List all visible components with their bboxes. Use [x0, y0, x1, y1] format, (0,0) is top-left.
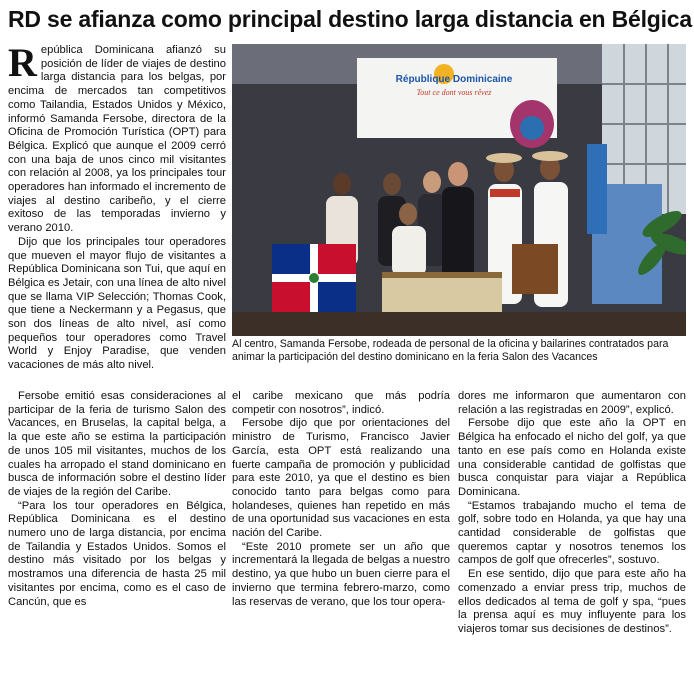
- article-column-2: [232, 390, 450, 609]
- paragraph: Fersobe dijo que por orientaciones del ministro de Turismo, Francisco Javier García, esta OPT está realizando una fuerte campaña de promoción y publicidad para este 2010, ya que el destino es bien conocido tanto para belgas como para holandeses, quienes han repetido en más de una oportunidad sus vacaciones en esta nación del Caribe.: [232, 417, 450, 540]
- photo-caption: Al centro, Samanda Fersobe, rodeada de personal de la oficina y bailarines contratados para animar la participación del destino dominicano en la feria Salon des Vacances: [232, 338, 669, 363]
- drop-cap: R: [8, 40, 37, 85]
- article-column-1-bottom: [8, 390, 226, 609]
- paragraph: [8, 40, 226, 236]
- booth-logo-slogan: Tout ce dont vous rêvez: [416, 88, 492, 97]
- headline: RD se afianza como principal destino larga distancia en Bélgica: [8, 6, 692, 32]
- paragraph: “Este 2010 promete ser un año que incrementará la llegada de belgas a nuestro destino, ya que hubo un buen cierre para el invierno que termina febrero-marzo, como las reservas de verano, que los tour opera-: [232, 540, 450, 608]
- article-photo: [232, 44, 686, 336]
- paragraph: el caribe mexicano que más podría competir con nosotros”, indicó.: [232, 390, 450, 416]
- article-column-1-top: [8, 40, 226, 373]
- paragraph: En ese sentido, dijo que para este año ha comenzado a enviar press trip, muchos de ellos dedicados al tema de golf y spa, “pues la prensa aquí es muy influyente para los viajeros tomar sus decisiones de destinos”.: [458, 568, 686, 635]
- article-column-3: [458, 390, 686, 637]
- paragraph: “Estamos trabajando mucho el tema de golf, sobre todo en Holanda, ya que hay una cantidad considerable de golfistas que queremos captar y nosotros tenemos los campos de golf que ofrecerles”, sostuvo.: [458, 499, 686, 567]
- paragraph: Fersobe dijo que este año la OPT en Bélgica ha enfocado el nicho del golf, ya que tanto en ese país como en Holanda existe una considerable cantidad de golfistas que busca conquistar para viajar a República Dominicana.: [458, 417, 686, 498]
- paragraph: Fersobe emitió esas consideraciones al participar de la feria de turismo Salon des Vacances, en Bruselas, la capital belga, a la que este año se estima la participación de unos 105 mil visitantes, muchos de los cuales ha arropado el stand dominicano en busca de información sobre el destino líder de viajes de la región del Caribe.: [8, 390, 226, 498]
- paragraph: “Para los tour operadores en Bélgica, República Dominicana es el destino numero uno de larga distancia, por encima de Tailandia y Estados Unidos. Somos el destino más visitado por los belgas y mostramos una diferencia de hasta 25 mil visitantes por encima, como es el caso de Cancún, que es: [8, 499, 226, 608]
- paragraph: Dijo que los principales tour operadores que mueven el mayor flujo de visitantes a República Dominicana son Tui, que aquí en Bélgica es Jetair, con una línea de alto nivel que se llama VIP Selección; Thomas Cook, que tiene a Neckermann y a Pegasus, que son dos líneas de alto nivel, así como pequeños tour operadores como Travel World y Enjoy Paradise, que venden vacaciones de más alto nivel.: [8, 235, 226, 372]
- booth-logo-text: République Dominicaine: [395, 74, 513, 85]
- paragraph-text: epública Dominicana afianzó su posición de líder de viajes de destino larga distancia para los belgas, por encima de mercados tan competitivos como Tailandia, Estados Unidos y México, informó Samanda Fersobe, directora de la Oficina de Promoción Turística (OPT) para Bélgica. Explicó que aunque el 2009 cerró con una baja de unos cinco mil visitantes con relación al 2008, ya los principales tour operadores han informado el incremento de viajes al destino caribeño, y el cierre exitoso de las temporadas invierno y verano 2010.: [8, 44, 226, 235]
- paragraph: dores me informaron que aumentaron con relación a las registradas en 2009”, explicó.: [458, 390, 686, 416]
